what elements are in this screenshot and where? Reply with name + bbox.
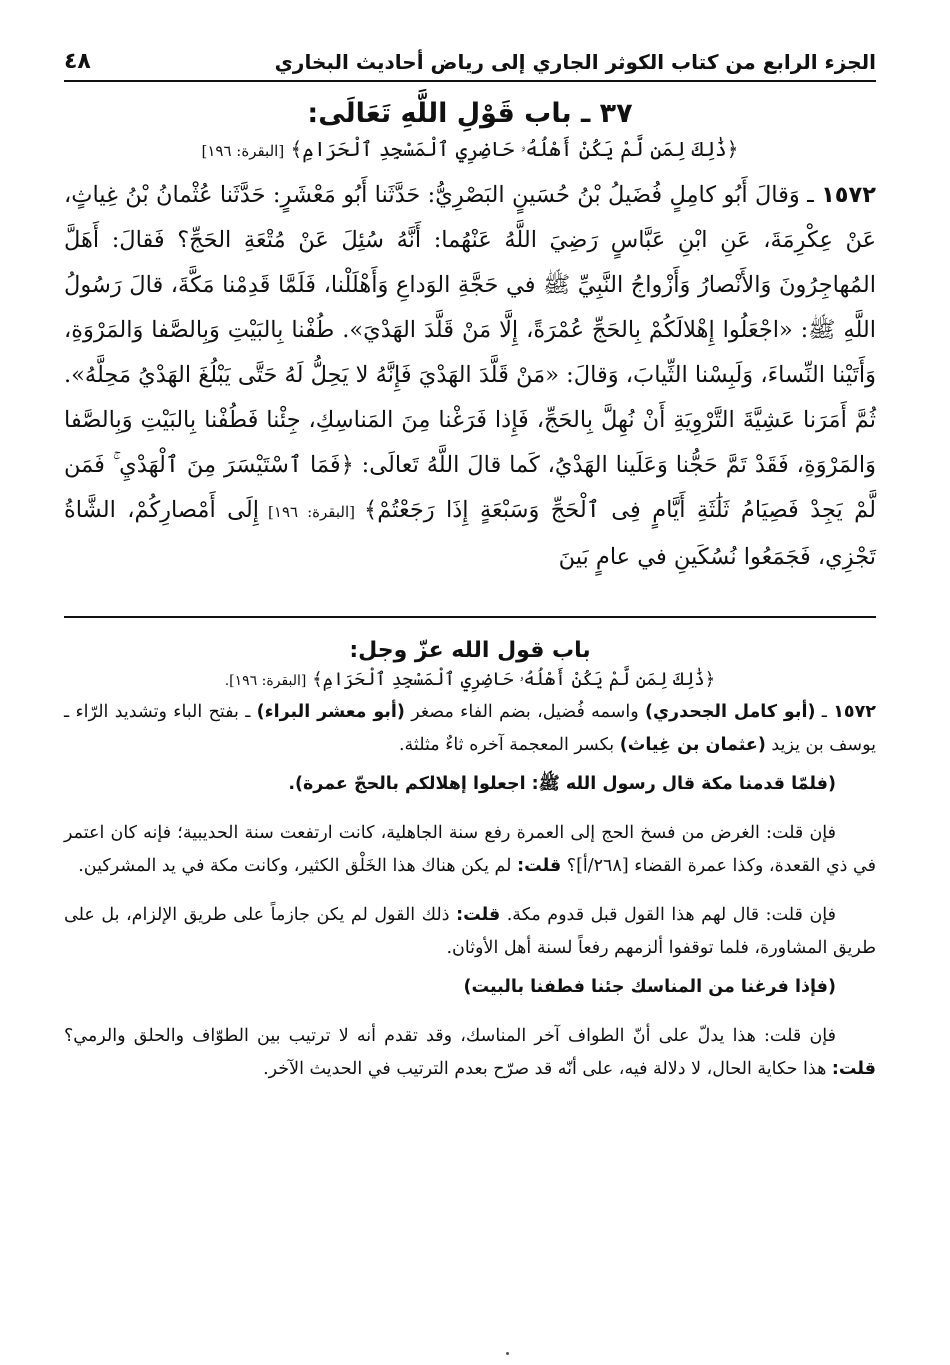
sharh-lemma-2: (فإذا فرغنا من المناسك جئنا فطفنا بالبيت) xyxy=(463,977,836,997)
sharh-p3-c: ذلك القول لم يكن جازماً على طريق الإلزام، بل على طريق المشاورة، فلما توقفوا ألزمهم رفعاً لسنة أهل الأوثان. xyxy=(64,905,876,958)
sharh-paragraph-1 xyxy=(64,696,876,762)
hadith-verse: ﴿فَمَا ٱسْتَيْسَرَ مِنَ ٱلْهَدْيِ ۚ فَمَن لَّمْ يَجِدْ فَصِيَامُ ثَلَٰثَةِ أَيَّامٍ فِى ٱلْحَجِّ وَسَبْعَةٍ إِذَا رَجَعْتُمْ﴾ xyxy=(64,452,876,523)
hadith-number: ١٥٧٢ xyxy=(821,182,876,208)
section-divider xyxy=(64,616,876,618)
sharh-paragraph-4 xyxy=(64,1020,876,1086)
sharh-p4-c: هذا حكاية الحال، لا دلالة فيه، على أنّه قد صرّح بعدم الترتيب في الحديث الآخر. xyxy=(263,1059,832,1079)
sharh-p2-b: قلت: xyxy=(517,856,562,876)
book-page xyxy=(64,22,876,1342)
chapter-title: ٣٧ ـ باب قَوْلِ اللَّهِ تَعَالَى: xyxy=(307,98,633,129)
sharh-p1-e: ـ بفتح الباء وتشديد الرّاء ـ يوسف بن يزيد xyxy=(64,702,876,755)
sharh-verse-text: ﴿ذَٰلِكَ لِمَن لَّمْ يَكُنْ أَهْلُهُۥ حَاضِرِي ٱلْمَسْجِدِ ٱلْحَرَامِ﴾ xyxy=(312,669,716,690)
sharh-p3-a: فإن قلت: قال لهم هذا القول قبل قدوم مكة. xyxy=(500,905,837,925)
sharh-p1-f: (عثمان بن غِياث) xyxy=(619,735,766,755)
sharh-p1-c: واسمه فُضيل، بضم الفاء مصغر xyxy=(404,702,645,722)
sharh-lemma-1: (فلمّا قدمنا مكة قال رسول الله ﷺ: اجعلوا إهلالكم بالحجّ عمرة). xyxy=(288,774,836,794)
page-header xyxy=(64,22,876,74)
sharh-verse-ref: [البقرة: ١٩٦]. xyxy=(224,673,307,689)
hadith-text-part-1: ـ وَقالَ أَبُو كامِلٍ فُضَيلُ بْنُ حُسَينٍ البَصْرِيُّ: حَدَّثَنا أَبُو مَعْشَرٍ: حَدَّثَنا عُثْمانُ بْنُ غِياثٍ، عَنْ عِكْرِمَةَ، عَنِ ابْنِ عَبَّاسٍ رَضِيَ اللَّهُ عَنْهُما: أَنَّهُ سُئِلَ عَنْ مُتْعَةِ الحَجِّ؟ فَقالَ: أَهَلَّ المُهاجِرُونَ وَالأَنْصارُ وَأَزْواجُ النَّبِيِّ ﷺ في حَجَّةِ الوَداعِ وَأَهْلَلْنا، فَلَمَّا قَدِمْنا مَكَّةَ، قالَ رَسُولُ اللَّهِ ﷺ: «اجْعَلُوا إِهْلالَكُمْ بِالحَجِّ عُمْرَةً، إِلَّا مَنْ قَلَّدَ الهَدْيَ». طُفْنا بِالبَيْتِ وَبِالصَّفا وَالمَرْوَةِ، وَأَتَيْنا النِّساءَ، وَلَبِسْنا الثِّيابَ، وَقالَ: «مَنْ قَلَّدَ الهَدْيَ فَإِنَّهُ لا يَحِلُّ لَهُ حَتَّى يَبْلُغَ الهَدْيُ مَحِلَّهُ». ثُمَّ أَمَرَنا عَشِيَّةَ التَّرْوِيَةِ أَنْ نُهِلَّ بِالحَجِّ، فَإِذا فَرَغْنا مِنَ المَناسِكِ، جِئْنا فَطُفْنا بِالبَيْتِ وَبِالصَّفا وَالمَرْوَةِ، فَقَدْ تَمَّ حَجُّنا وَعَلَينا الهَدْيُ، كَما قالَ اللَّهُ تَعالَى: xyxy=(64,182,876,478)
sharh-p2-a: فإن قلت: الغرض من فسخ الحج إلى العمرة رفع سنة الجاهلية، كانت ارتفعت سنة الحديبية؛ فإنه كان اعتمر في ذي القعدة، وكذا عمرة القضاء [٢٦٨/أ]؟ xyxy=(64,823,876,876)
sharh-verse xyxy=(64,669,876,690)
chapter-verse-text: ﴿ذَٰلِكَ لِمَن لَّمْ يَكُنْ أَهْلُهُۥ حَاضِرِي ٱلْمَسْجِدِ ٱلْحَرَامِ﴾ xyxy=(290,137,739,161)
page-number: ٤٨ xyxy=(64,49,91,74)
chapter-verse-ref: [البقرة: ١٩٦] xyxy=(201,142,285,160)
sharh-p4-b: قلت: xyxy=(831,1059,876,1079)
sharh-p1-b: (أبو كامل الجحدري) xyxy=(644,702,816,722)
header-rule xyxy=(64,80,876,82)
sharh-hadith-number: ١٥٧٢ xyxy=(833,702,876,722)
chapter-verse xyxy=(64,137,876,161)
sharh-p2-c: لم يكن هناك هذا الخَلْق الكثير، وكانت مكة في يد المشركين. xyxy=(78,856,518,876)
hadith-text-part-2: إِلَى أَمْصارِكُمْ، الشَّاةُ تَجْزِي، فَجَمَعُوا نُسُكَينِ في عامٍ بَينَ xyxy=(64,497,876,570)
sharh-p4-a: فإن قلت: هذا يدلّ على أنّ الطواف آخر المناسك، وقد تقدم أنه لا ترتيب بين الطوّاف والحلق والرمي؟ xyxy=(64,1026,836,1046)
scan-speck xyxy=(506,1352,509,1355)
sharh-paragraph-2 xyxy=(64,817,876,883)
sharh-paragraph-3 xyxy=(64,899,876,965)
hadith-text xyxy=(64,173,876,580)
sharh-title: باب قول الله عزّ وجل: xyxy=(349,638,591,663)
sharh-p1-d: (أبو معشر البراء) xyxy=(256,702,405,722)
sharh-p3-b: قلت: xyxy=(456,905,501,925)
sharh-p1-g: بكسر المعجمة آخره ثاءٌ مثلثة. xyxy=(398,735,620,755)
hadith-verse-ref: [البقرة: ١٩٦] xyxy=(259,503,365,521)
sharh-p1-a: ـ xyxy=(815,702,834,722)
running-title: الجزء الرابع من كتاب الكوثر الجاري إلى رياض أحاديث البخاري xyxy=(274,50,876,74)
